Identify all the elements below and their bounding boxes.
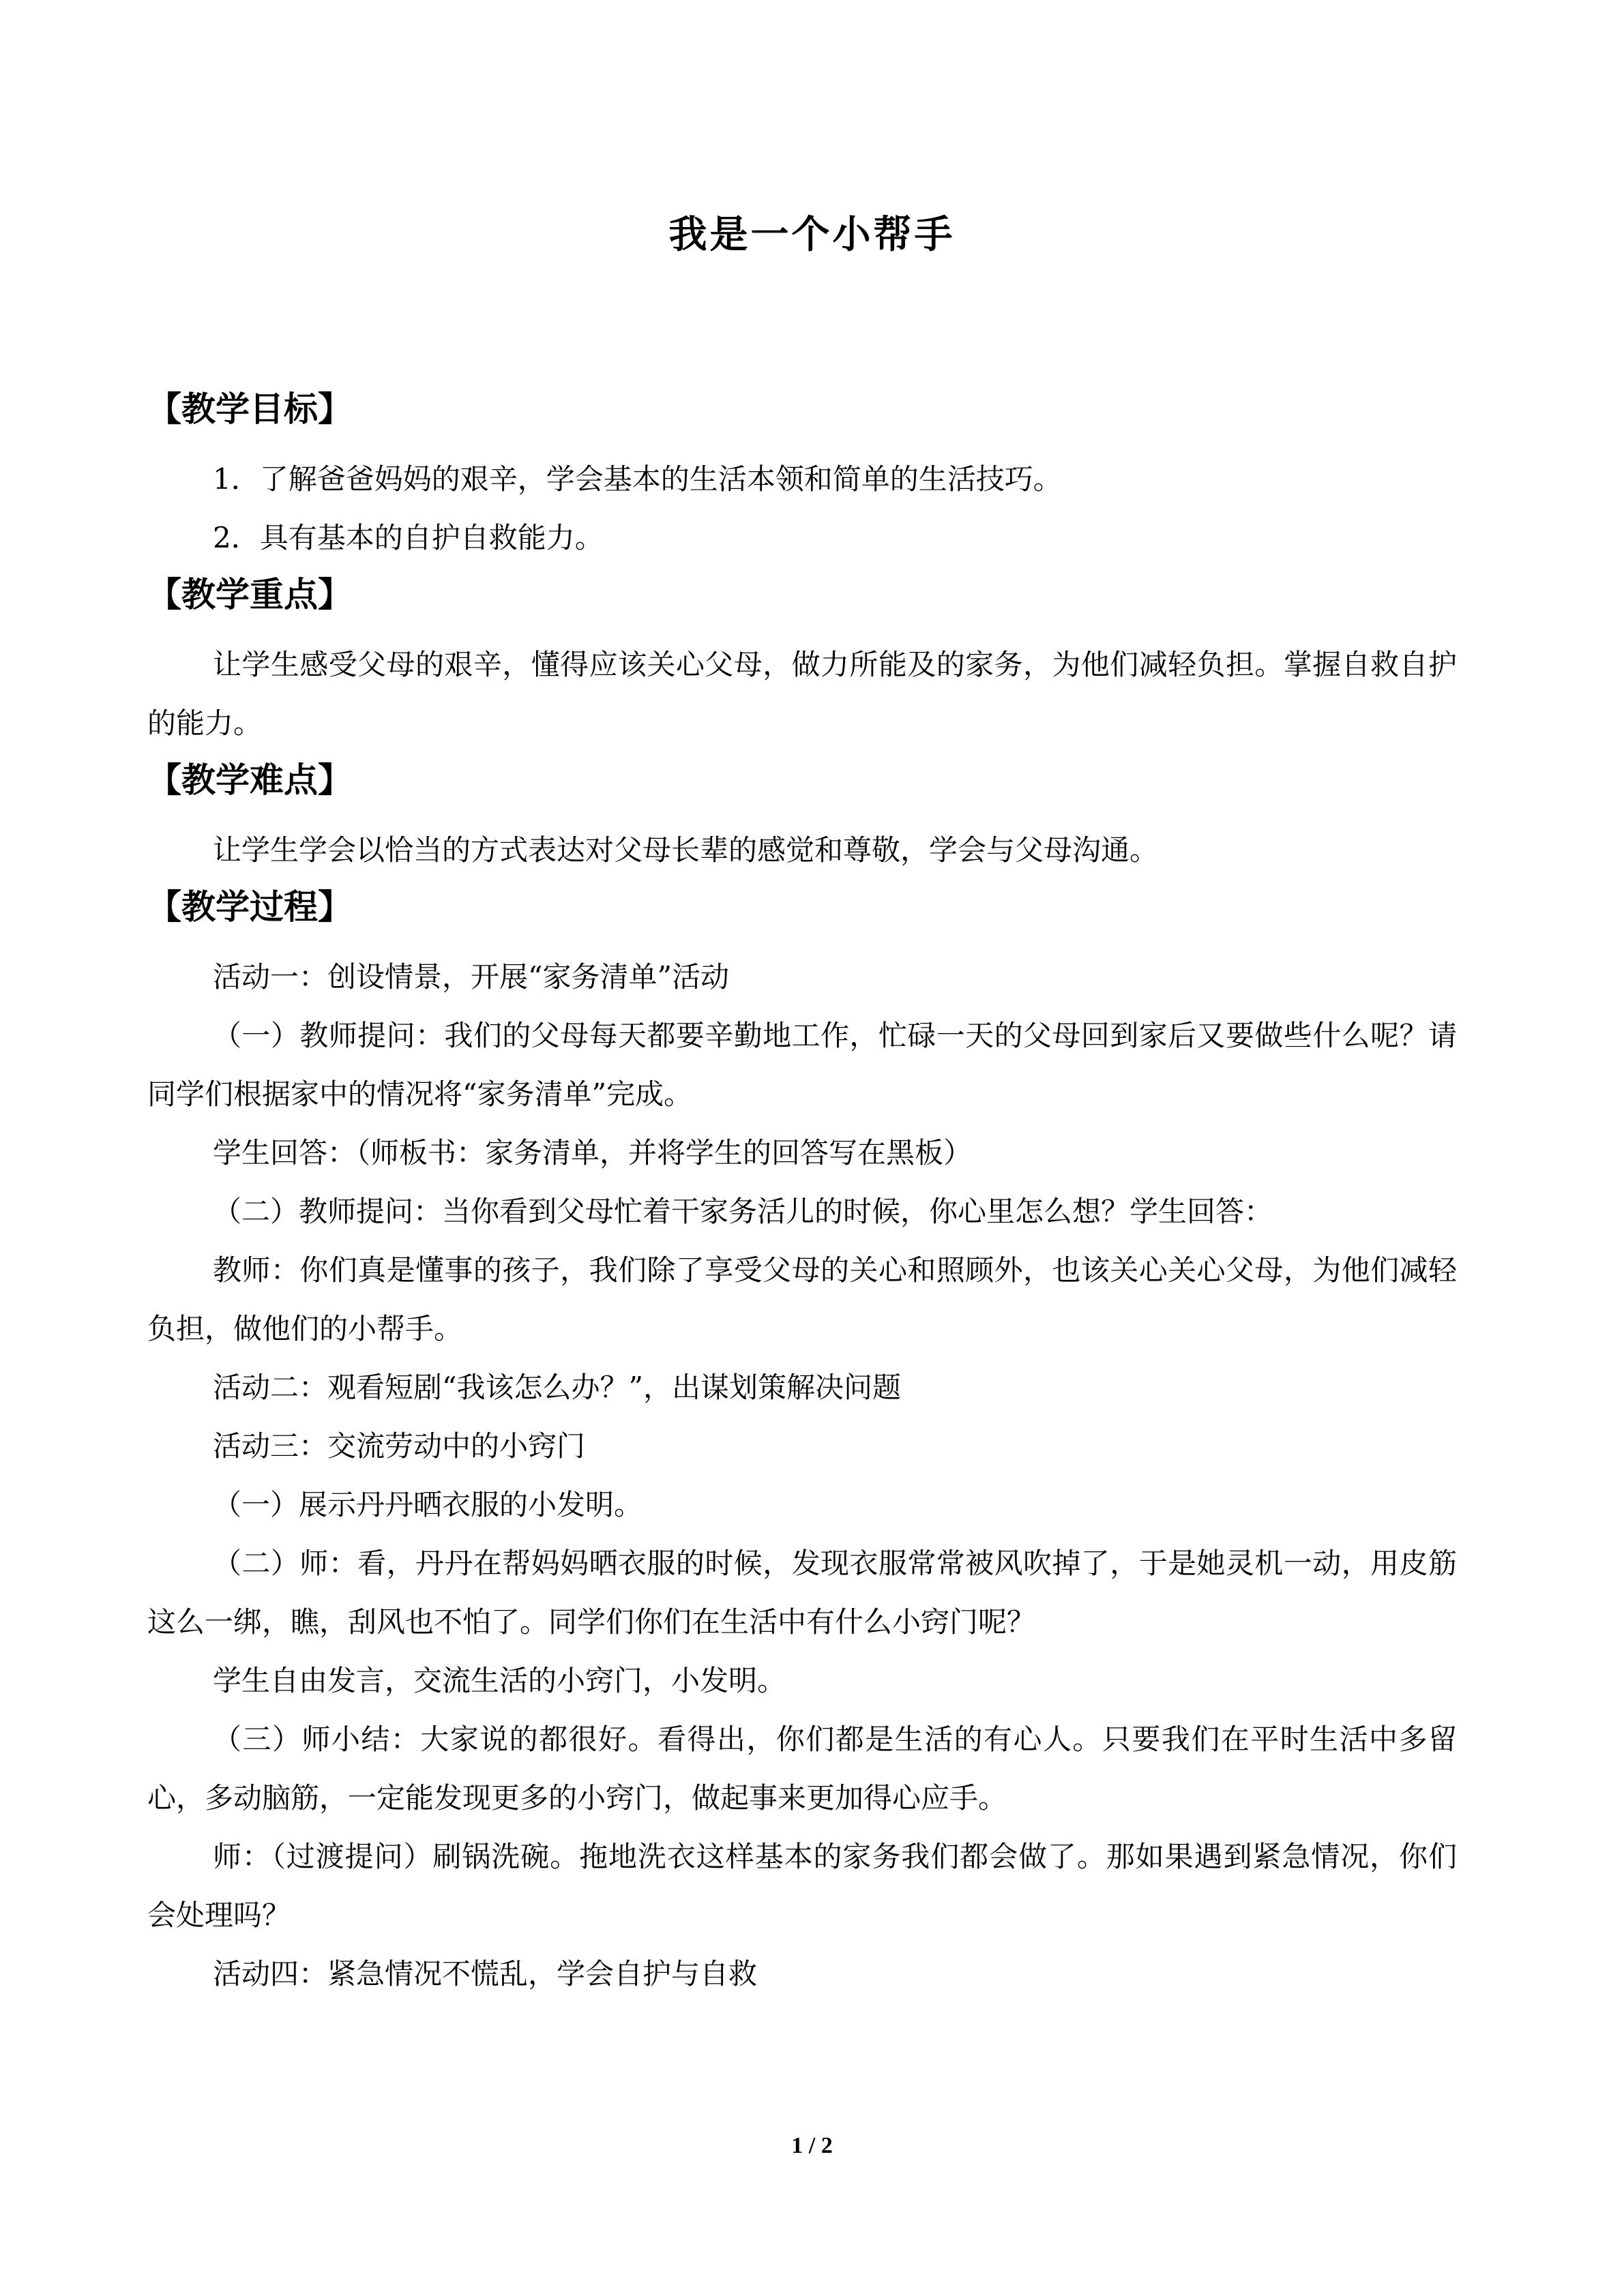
process-paragraph: 活动一：创设情景，开展“家务清单”活动 — [213, 960, 729, 994]
process-paragraph: 学生回答：（师板书：家务清单，并将学生的回答写在黑板） — [213, 1136, 973, 1169]
page-title: 我是一个小帮手 — [668, 213, 956, 257]
process-paragraph: （一）展示丹丹晒衣服的小发明。 — [213, 1488, 643, 1521]
section-heading-process: 【教学过程】 — [147, 887, 352, 927]
objective-item: 2．具有基本的自护自救能力。 — [213, 521, 604, 554]
process-paragraph: （二）师：看，丹丹在帮妈妈晒衣服的时候，发现衣服常常被风吹掉了，于是她灵机一动，用皮筋这么一绑，瞧，刮风也不怕了。同学们你们在生活中有什么小窍门呢？ — [147, 1547, 1457, 1639]
process-paragraph: 活动二：观看短剧“我该怎么办？”，出谋划策解决问题 — [213, 1371, 901, 1404]
process-paragraph: 活动三：交流劳动中的小窍门 — [213, 1429, 586, 1463]
key-points-text: 让学生感受父母的艰辛，懂得应该关心父母，做力所能及的家务，为他们减轻负担。掌握自救自护的能力。 — [147, 648, 1457, 740]
section-heading-difficulties: 【教学难点】 — [147, 760, 352, 800]
document-body — [147, 382, 1457, 2003]
process-paragraph: （三）师小结：大家说的都很好。看得出，你们都是生活的有心人。只要我们在平时生活中多留心，多动脑筋，一定能发现更多的小窍门，做起事来更加得心应手。 — [147, 1723, 1457, 1815]
objective-item: 1．了解爸爸妈妈的艰辛，学会基本的生活本领和简单的生活技巧。 — [213, 462, 1062, 496]
process-paragraph: 教师：你们真是懂事的孩子，我们除了享受父母的关心和照顾外，也该关心关心父母，为他们减轻负担，做他们的小帮手。 — [147, 1253, 1457, 1345]
section-heading-key-points: 【教学重点】 — [147, 575, 352, 614]
difficulties-text: 让学生学会以恰当的方式表达对父母长辈的感觉和尊敬，学会与父母沟通。 — [213, 833, 1159, 867]
process-paragraph: 学生自由发言，交流生活的小窍门，小发明。 — [213, 1664, 786, 1697]
page-indicator: 1 / 2 — [791, 2133, 833, 2158]
section-heading-objectives: 【教学目标】 — [147, 389, 352, 429]
process-paragraph: 师：（过渡提问）刷锅洗碗。拖地洗衣这样基本的家务我们都会做了。那如果遇到紧急情况，你们会处理吗？ — [147, 1840, 1457, 1932]
process-paragraph: （二）教师提问：当你看到父母忙着干家务活儿的时候，你心里怎么想？学生回答： — [213, 1195, 1273, 1228]
process-paragraph: 活动四：紧急情况不慌乱，学会自护与自救 — [213, 1957, 758, 1991]
process-paragraph: （一）教师提问：我们的父母每天都要辛勤地工作，忙碌一天的父母回到家后又要做些什么呢？请同学们根据家中的情况将“家务清单”完成。 — [147, 1019, 1457, 1111]
